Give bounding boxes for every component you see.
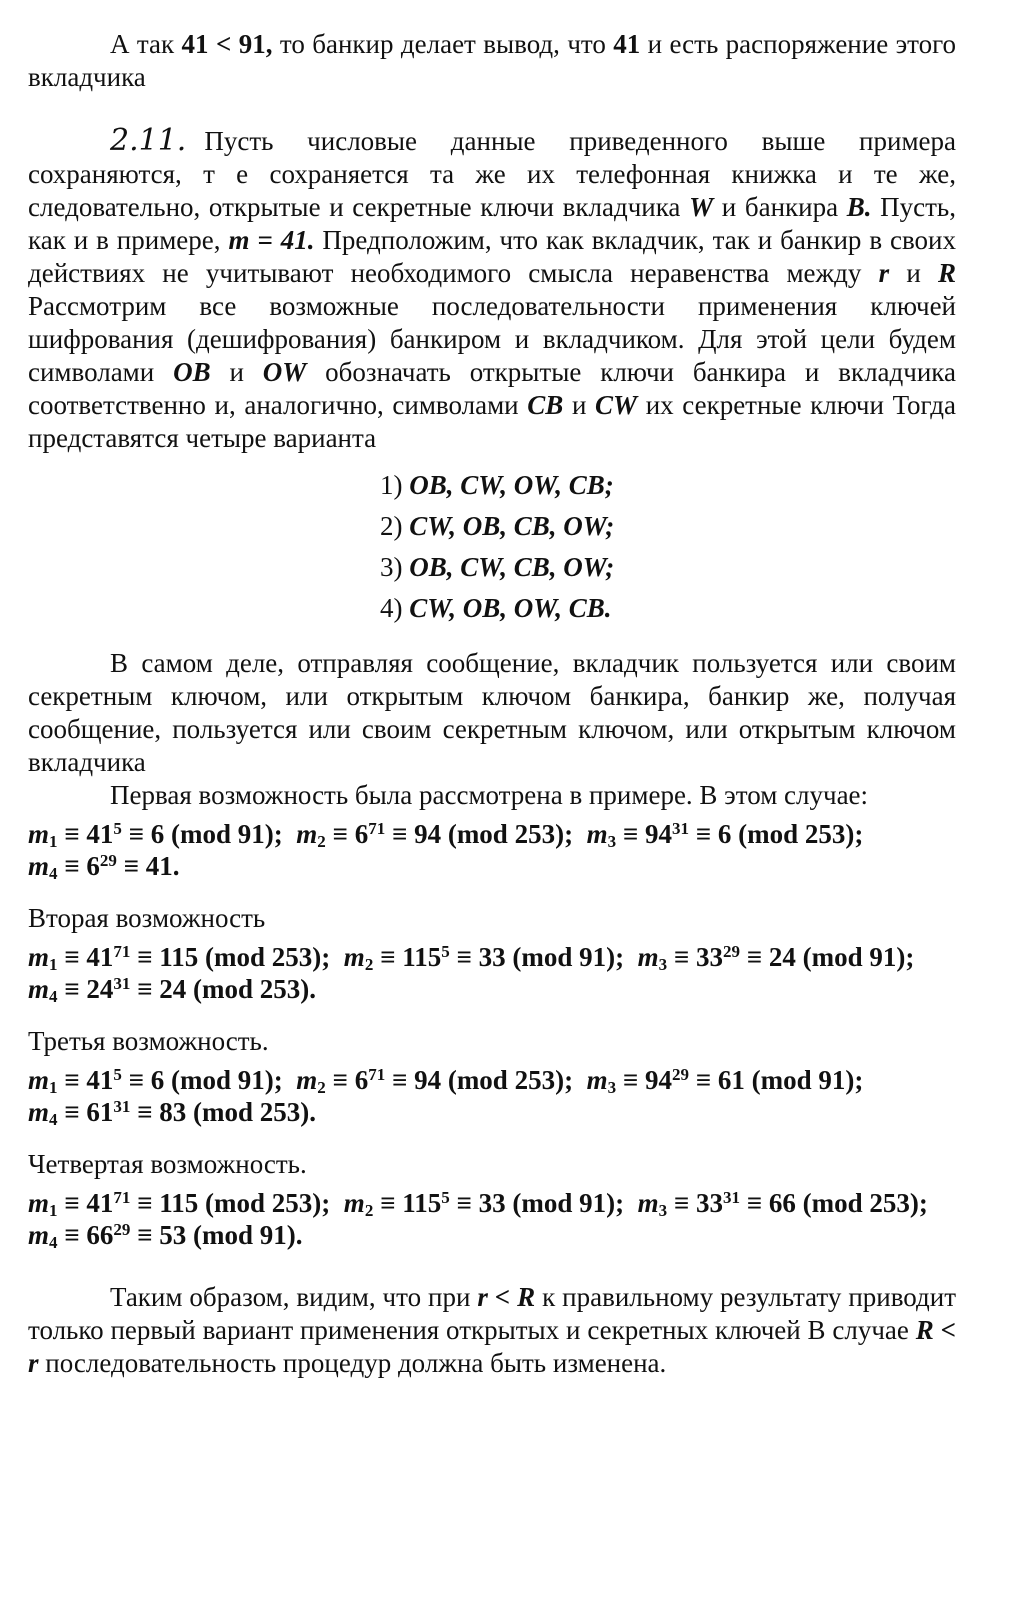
variant-number: 2) [380,511,403,541]
equiv: ≡ [57,1065,87,1095]
equiv: ≡ [130,1097,160,1127]
text: их секретные ключи Тогда представятся четыре варианта [28,390,956,453]
base: 115 [402,942,442,972]
intro-text: А так [110,29,182,59]
formula-case-2 [28,941,956,1005]
base: 41 [86,1065,114,1095]
section-number: 2.11. [110,123,187,158]
var: m [586,1065,608,1095]
result: 41. [145,851,180,881]
subscript: 2 [317,1078,326,1097]
equiv: ≡ [373,1188,403,1218]
formula-case-3 [28,1064,956,1128]
exponent: 29 [113,1220,131,1239]
subscript: 1 [49,1078,58,1097]
variant-item [380,551,956,584]
equiv: ≡ [121,819,151,849]
equiv: ≡ [57,942,87,972]
text: последовательность процедур должна быть изменена. [38,1348,667,1378]
equiv: ≡ [121,1065,151,1095]
case-heading-2: Вторая возможность [28,903,266,933]
text: Таким образом, видим, что при [110,1282,478,1312]
subscript: 2 [364,1201,374,1220]
text: Предположим, что как вкладчик, так и банкир в своих действиях не учитывают необходимого смысла неравенства между [28,225,957,288]
var: m [28,851,50,881]
equiv: ≡ [616,1065,645,1095]
exponent: 31 [113,1097,131,1116]
var: m [637,942,659,972]
var: m [296,819,318,849]
exponent: 71 [113,942,131,961]
equiv: ≡ [57,1188,87,1218]
exponent: 5 [441,1188,450,1207]
text: Пусть, как и в примере, [28,192,956,255]
result: 24 (mod 91); [768,942,915,972]
var: m [28,974,50,1004]
symbol: CB [527,390,564,420]
result: 53 (mod 91). [159,1220,303,1250]
subscript: 4 [49,987,58,1006]
base: 33 [696,1188,723,1218]
variant-number: 4) [380,593,403,623]
variant-sequence: OB, CW, OW, CB; [409,470,614,500]
text: обозначать открытые ключи банкира и вкладчика соответственно и, аналогично, символами [28,357,956,420]
equiv: ≡ [385,1065,415,1095]
intro-text: и есть распоряжение этого вкладчика [28,29,957,92]
base: 6 [86,851,100,881]
subscript: 3 [607,832,617,851]
result: 6 (mod 91); [150,819,283,849]
base: 94 [644,1065,672,1095]
base: 66 [86,1220,114,1250]
text: и [563,390,596,420]
variant-item [380,592,956,625]
formula-case-1 [28,818,956,882]
case-heading-3: Третья возможность. [28,1026,269,1056]
inequality: R < r [28,1315,956,1378]
conclusion-paragraph [28,1281,956,1380]
exponent: 5 [441,942,450,961]
base: 61 [86,1097,114,1127]
symbol: W [689,192,714,222]
symbol: r [878,258,890,288]
explain-paragraph: В самом деле, отправляя сообщение, вкладчик пользуется или своим секретным ключом, или открытым ключом банкира, банкир же, получая сообщение, пользуется или своим секретным ключом, или открытым ключом вкладчика [28,648,956,777]
var: m [296,1065,318,1095]
var: m [28,942,50,972]
result: 83 (mod 253). [159,1097,317,1127]
variant-number: 1) [380,470,403,500]
exponent: 31 [671,819,689,838]
intro-paragraph [28,28,956,94]
exponent: 29 [671,1065,689,1084]
symbol: OB [173,357,211,387]
var: m [28,1097,50,1127]
var: m [28,1065,50,1095]
symbol: B. [846,192,872,222]
text: к правильному результату приводит только первый вариант применения открытых и секретных ключей В случае [28,1282,956,1345]
exponent: 71 [113,1188,131,1207]
first-note: Первая возможность была рассмотрена в примере. В этом случае: [110,780,869,810]
text: Пусть числовые данные приведенного выше примера сохраняются, т е сохраняется та же их телефонная книжка и те же, следовательно, открытые и секретные ключи вкладчика [28,126,956,222]
symbol: R [937,258,956,288]
subscript: 1 [49,832,58,851]
equiv: ≡ [667,942,696,972]
result: 24 (mod 253). [159,974,317,1004]
text: и [210,357,263,387]
case-heading-4: Четвертая возможность. [28,1149,307,1179]
equiv: ≡ [130,974,160,1004]
base: 94 [644,819,672,849]
equiv: ≡ [130,1220,160,1250]
equiv: ≡ [688,819,718,849]
exponent: 31 [113,974,131,993]
equiv: ≡ [130,942,160,972]
exponent: 5 [113,1065,122,1084]
result: 33 (mod 91); [478,1188,625,1218]
inequality: r < R [477,1282,536,1312]
result: 6 (mod 253); [717,819,864,849]
value: 41 [613,29,641,59]
subscript: 4 [49,864,58,883]
equiv: ≡ [116,851,146,881]
equiv: ≡ [57,851,87,881]
base: 41 [86,942,114,972]
text: и банкира [713,192,847,222]
equiv: ≡ [57,1097,87,1127]
var: m [343,1188,365,1218]
variant-item [380,510,956,543]
variant-sequence: CW, OB, OW, CB. [409,593,612,623]
result: 33 (mod 91); [478,942,625,972]
subscript: 3 [607,1078,617,1097]
subscript: 1 [49,1201,58,1220]
equiv: ≡ [325,819,355,849]
subscript: 3 [658,1201,668,1220]
equiv: ≡ [130,1188,160,1218]
subscript: 2 [317,832,326,851]
result: 115 (mod 253); [159,942,331,972]
base: 41 [86,1188,114,1218]
subscript: 2 [364,955,374,974]
inequality: 41 < 91, [181,29,273,59]
base: 41 [86,819,114,849]
variant-list [28,469,956,625]
result: 61 (mod 91); [717,1065,864,1095]
variant-item [380,469,956,502]
equiv: ≡ [449,942,479,972]
exponent: 29 [99,851,117,870]
var: m [637,1188,659,1218]
exponent: 31 [723,1188,740,1207]
variant-sequence: CW, OB, CB, OW; [409,511,615,541]
symbol: m = 41. [228,225,315,255]
equiv: ≡ [688,1065,718,1095]
equiv: ≡ [740,1188,769,1218]
base: 24 [86,974,114,1004]
symbol: OW [262,357,307,387]
equiv: ≡ [616,819,645,849]
exponent: 71 [368,1065,386,1084]
variant-sequence: OB, CW, CB, OW; [409,552,615,582]
subscript: 4 [49,1233,58,1252]
text: Рассмотрим все возможные последовательности применения ключей шифрования (дешифрования) банкиром и вкладчиком. Для этой цели будем символами [28,291,956,387]
base: 33 [696,942,723,972]
result: 115 (mod 253); [159,1188,331,1218]
base: 6 [354,819,369,849]
var: m [28,1188,50,1218]
exponent: 71 [368,819,386,838]
equiv: ≡ [667,1188,696,1218]
var: m [343,942,365,972]
var: m [586,819,608,849]
result: 6 (mod 91); [150,1065,283,1095]
exponent: 5 [113,819,122,838]
equiv: ≡ [385,819,415,849]
result: 94 (mod 253); [414,819,574,849]
subscript: 1 [49,955,58,974]
formula-case-4 [28,1187,956,1251]
symbol: CW [595,390,638,420]
equiv: ≡ [57,1220,87,1250]
var: m [28,1220,50,1250]
base: 6 [354,1065,369,1095]
subscript: 4 [49,1110,58,1129]
subscript: 3 [658,955,668,974]
equiv: ≡ [373,942,403,972]
equiv: ≡ [325,1065,355,1095]
var: m [28,819,50,849]
equiv: ≡ [57,974,87,1004]
variant-number: 3) [380,552,403,582]
equiv: ≡ [740,942,769,972]
result: 94 (mod 253); [414,1065,574,1095]
section-paragraph [28,124,956,455]
result: 66 (mod 253); [768,1188,928,1218]
equiv: ≡ [57,819,87,849]
exponent: 29 [723,942,740,961]
equiv: ≡ [449,1188,479,1218]
base: 115 [402,1188,442,1218]
intro-text: то банкир делает вывод, что [272,29,614,59]
text: и [889,258,938,288]
